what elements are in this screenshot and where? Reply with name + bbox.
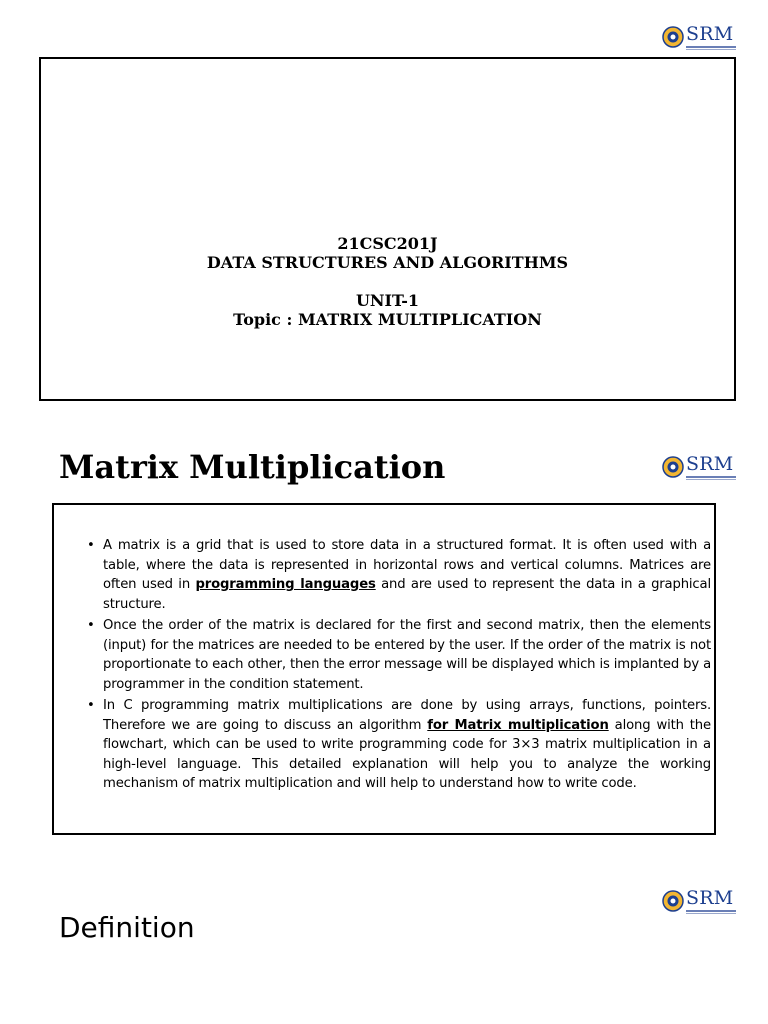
srm-logo: [662, 452, 742, 482]
content-box: [52, 503, 716, 835]
bullet-item: • In C programming matrix multiplications are done by using arrays, functions, pointers. Therefore we are going to discuss an algorithm for Matrix multiplication along with the flowchart, which can be used to write programming code for 3×3 matrix multiplication in a high-level language. This detailed explanation will help you to analyze the working mechanism of matrix multiplication and will help to understand how to write code.: [87, 696, 711, 794]
srm-logo: [662, 22, 742, 52]
srm-emblem-icon: [662, 456, 684, 478]
topic-label: Topic : MATRIX MULTIPLICATION: [233, 310, 542, 329]
srm-logo: [662, 886, 742, 916]
unit-label: UNIT-1: [355, 291, 420, 310]
bullet-item: • A matrix is a grid that is used to store data in a structured format. It is often used with a table, where the data is represented in horizontal rows and vertical columns. Matrices are often used in programming languages and are used to represent the data in a graphical structure.: [87, 536, 711, 614]
logo-wordmark: SRM: [686, 22, 734, 45]
bullet-list: [87, 536, 711, 796]
course-code: 21CSC201J: [337, 234, 438, 253]
bullet-item: • Once the order of the matrix is declared for the first and second matrix, then the elements (input) for the matrices are needed to be entered by the user. If the order of the matrix is not proportionate to each other, then the error message will be displayed which is implanted by a programmer in the condition statement.: [87, 616, 711, 694]
srm-emblem-icon: [662, 26, 684, 48]
srm-emblem-icon: [662, 890, 684, 912]
title-slide: [39, 57, 736, 401]
slide-heading: Matrix Multiplication: [59, 448, 446, 486]
course-name: DATA STRUCTURES AND ALGORITHMS: [206, 253, 569, 272]
definition-heading: Definition: [59, 911, 195, 944]
programming-languages-link[interactable]: programming languages: [195, 577, 376, 592]
logo-wordmark: SRM: [686, 886, 734, 909]
logo-wordmark: SRM: [686, 452, 734, 475]
matrix-multiplication-link[interactable]: for Matrix multiplication: [427, 717, 609, 733]
